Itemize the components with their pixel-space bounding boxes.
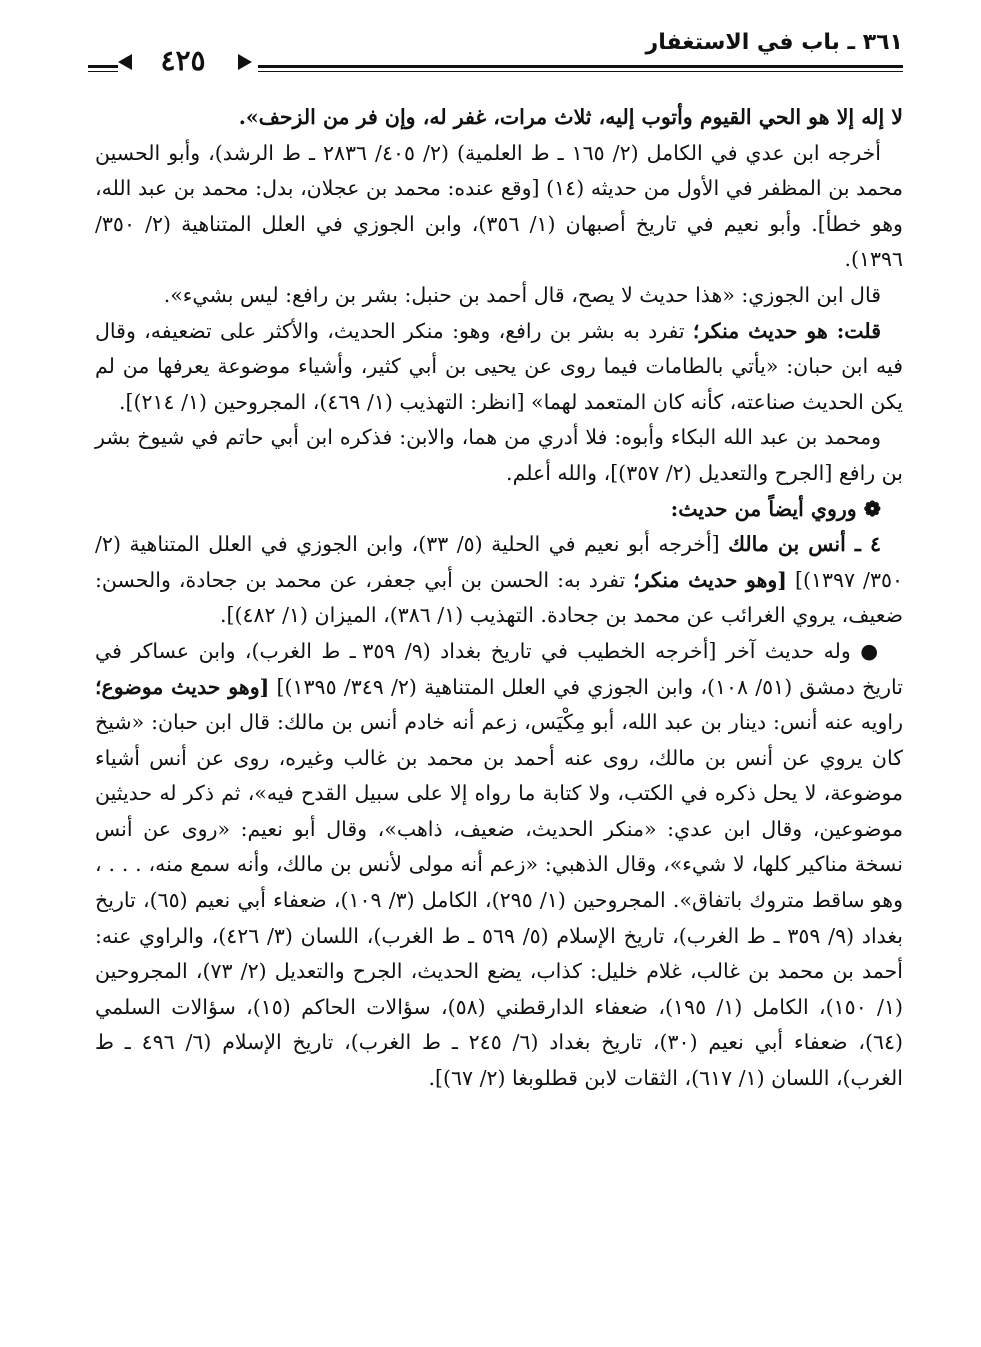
page-body bbox=[95, 100, 903, 1097]
header-rule-thin bbox=[258, 71, 903, 72]
anas-label: ٤ ـ أنس بن مالك bbox=[728, 532, 881, 557]
anas-verdict: [وهو حديث منكر؛ bbox=[633, 567, 788, 592]
anas-sources: [أخرجه أبو نعيم في الحلية (٥/ ٣٣)، وابن الجوزي في العلل المتناهية (٢/ ٣٥٠/ ١٣٩٧)] bbox=[95, 532, 903, 592]
another-hadith-verdict: [وهو حديث موضوع؛ bbox=[95, 674, 270, 699]
header-rule bbox=[258, 65, 903, 68]
paragraph-takhrij: أخرجه ابن عدي في الكامل (٢/ ١٦٥ ـ ط العلمية) (٢/ ٤٠٥/ ٢٨٣٦ ـ ط الرشد)، وأبو الحسين محمد بن المظفر في الأول من حديثه (١٤) [وقع عنده: محمد بن عجلان، بدل: محمد بن عبد الله، وهو خطأ]. وأبو نعيم في تاريخ أصبهان (١/ ٣٥٦)، وابن الجوزي في العلل المتناهية (٢/ ٣٥٠/ ١٣٩٦). bbox=[95, 140, 903, 272]
paragraph-also-narrated: ❁ وروي أيضاً من حديث: bbox=[670, 496, 881, 521]
another-hadith-sources: ● وله حديث آخر [أخرجه الخطيب في تاريخ بغداد (٩/ ٣٥٩ ـ ط الغرب)، وابن عساكر في تاريخ دمشق (٥١/ ١٠٨)، وابن الجوزي في العلل المتناهية (٢/ ٣٤٩/ ١٣٩٥)] bbox=[95, 638, 903, 699]
page-number: ٤٢٥ bbox=[160, 44, 206, 77]
paragraph-hadith-end: لا إله إلا هو الحي القيوم وأتوب إليه، ثلاث مرات، غفر له، وإن فر من الزحف». bbox=[238, 105, 903, 129]
another-hadith-text: راويه عنه أنس: دينار بن عبد الله، أبو مِكْيَس، زعم أنه خادم أنس بن مالك: قال ابن حبان: «شيخ كان يروي عن أنس بن مالك، روى عنه أحمد بن محمد بن غالب وغيره، روى عن أنس أشياء موضوعة، لا يحل ذكره في الكتب، ولا كتابة ما رواه إلا على سبيل القدح فيه»، ثم ذكر له حديثين موضوعين، وقال ابن عدي: «منكر الحديث، ضعيف، ذاهب»، وقال أبو نعيم: «روى عن أنس نسخة مناكير كلها، لا شيء»، وقال الذهبي: «زعم أنه مولى لأنس بن مالك، وأنه سمع منه، . . . ، وهو ساقط متروك باتفاق». المجروحين (١/ ٢٩٥)، الكامل (٣/ ١٠٩)، ضعفاء أبي نعيم (٦٥)، تاريخ بغداد (٩/ ٣٥٩ ـ ط الغرب)، تاريخ الإسلام (٥/ ٥٦٩ ـ ط الغرب)، اللسان (٣/ ٤٢٦)، والراوي عنه: أحمد بن محمد بن غالب، غلام خليل: كذاب، يضع الحديث، الجرح والتعديل (٢/ ٧٣)، المجروحين (١/ ١٥٠)، الكامل (١/ ١٩٥)، ضعفاء الدارقطني (٥٨)، سؤالات الحاكم (١٥)، سؤالات السلمي (٦٤)، ضعفاء أبي نعيم (٣٠)، تاريخ بغداد (٦/ ٢٤٥ ـ ط الغرب)، تاريخ الإسلام (٦/ ٤٩٦ ـ ط الغرب)، اللسان (١/ ٦١٧)، الثقات لابن قطلوبغا (٢/ ٦٧)]. bbox=[95, 710, 903, 1091]
header-rule-left-thin bbox=[88, 71, 118, 72]
paragraph-anas bbox=[95, 527, 903, 634]
page-header bbox=[88, 30, 903, 90]
anas-text: تفرد به: الحسن بن أبي جعفر، عن محمد بن جحادة، والحسن: ضعيف، يروي الغرائب عن محمد بن جحادة. التهذيب (١/ ٣٨٦)، الميزان (١/ ٤٨٢)]. bbox=[95, 567, 903, 628]
paragraph-qultu bbox=[95, 314, 903, 421]
qultu-text: تفرد به بشر بن رافع، وهو: منكر الحديث، والأكثر على تضعيفه، وقال فيه ابن حبان: «يأتي بالطامات فيما روى عن يحيى بن أبي كثير، وأشياء موضوعة يعرفها من لم يكن الحديث صناعته، كأنه كان المتعمد لهما» [انظر: التهذيب (١/ ٤٦٩)، المجروحين (١/ ٢١٤)]. bbox=[95, 318, 903, 414]
paragraph-albakka: ومحمد بن عبد الله البكاء وأبوه: فلا أدري من هما، والابن: فذكره ابن أبي حاتم في شيوخ بشر بن رافع [الجرح والتعديل (٢/ ٣٥٧)]، والله أعلم. bbox=[95, 425, 903, 485]
header-rule-left bbox=[88, 65, 118, 68]
qultu-label: قلت: هو حديث منكر؛ bbox=[692, 318, 881, 343]
paragraph-another-hadith bbox=[95, 634, 903, 1097]
page-number-ornament-right bbox=[238, 54, 252, 70]
paragraph-ibn-aljawzi: قال ابن الجوزي: «هذا حديث لا يصح، قال أحمد بن حنبل: بشر بن رافع: ليس بشيء». bbox=[163, 282, 881, 307]
section-title: ٣٦١ ـ باب في الاستغفار bbox=[645, 30, 903, 55]
